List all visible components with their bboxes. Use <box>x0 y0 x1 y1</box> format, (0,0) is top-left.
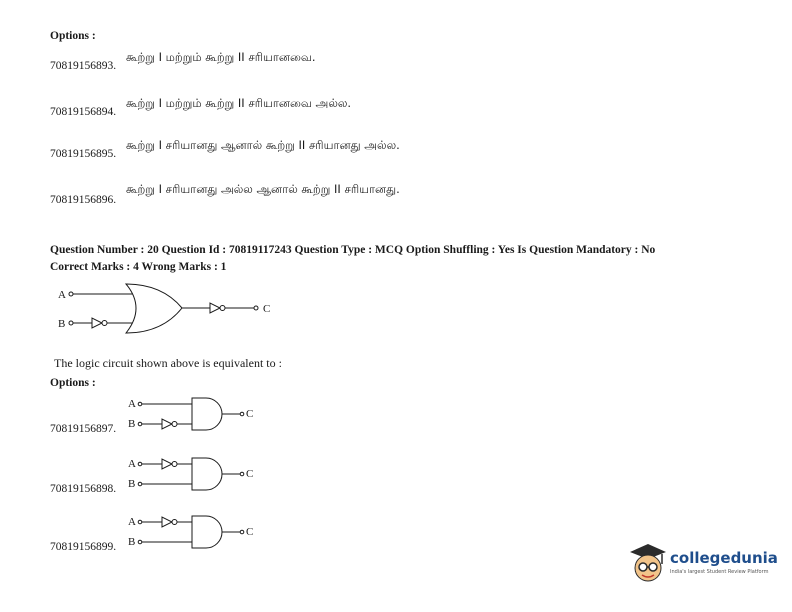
options-header: Options : <box>50 30 96 42</box>
input-b-terminal <box>69 321 73 325</box>
option-id: 70819156895. <box>50 148 117 160</box>
svg-text:A: A <box>128 516 136 528</box>
option-text: கூற்று I மற்றும் கூற்று II சரியானவை. <box>126 50 316 64</box>
graduate-mascot-icon <box>628 542 668 586</box>
option-id: 70819156897. <box>50 423 117 435</box>
not-gate-output <box>210 303 220 313</box>
svg-text:B: B <box>128 418 136 430</box>
not-gate-b <box>92 318 102 328</box>
or-gate <box>126 284 182 333</box>
and-gate <box>192 398 222 430</box>
option-id: 70819156893. <box>50 60 117 72</box>
options-header: Options : <box>50 377 96 389</box>
question-meta-line1: Question Number : 20 Question Id : 70819117243 Question Type : MCQ Option Shuffling : Yes Is Question Mandatory : No <box>50 244 656 256</box>
and-gate <box>192 516 222 548</box>
svg-text:A: A <box>128 398 136 410</box>
svg-text:A: A <box>128 458 136 470</box>
logo-tagline: India's largest Student Review Platform <box>670 569 769 575</box>
option-text: கூற்று I மற்றும் கூற்று II சரியானவை அல்ல. <box>126 96 352 110</box>
option-circuit <box>124 511 274 553</box>
collegedunia-logo <box>628 540 778 588</box>
logo-name: collegedunia <box>670 549 778 567</box>
option-circuit <box>124 393 274 435</box>
option-text: கூற்று I சரியானது அல்ல ஆனால் கூற்று II சரியானது. <box>126 182 400 196</box>
option-text: கூற்று I சரியானது ஆனால் கூற்று II சரியானது அல்ல. <box>126 138 400 152</box>
output-c-terminal <box>254 306 258 310</box>
and-gate <box>192 458 222 490</box>
svg-text:C: C <box>246 468 254 480</box>
svg-text:B: B <box>128 536 136 548</box>
option-id: 70819156898. <box>50 483 117 495</box>
option-item[interactable] <box>50 453 290 503</box>
svg-text:C: C <box>246 408 254 420</box>
question-text: The logic circuit shown above is equivalent to : <box>54 356 282 370</box>
label-b: B <box>58 318 66 330</box>
option-item[interactable] <box>50 511 290 561</box>
svg-text:B: B <box>128 478 136 490</box>
option-item[interactable] <box>50 393 290 443</box>
option-id: 70819156894. <box>50 106 117 118</box>
option-id: 70819156899. <box>50 541 117 553</box>
question-meta-line2: Correct Marks : 4 Wrong Marks : 1 <box>50 261 227 273</box>
label-a: A <box>58 289 66 301</box>
label-c: C <box>263 303 271 315</box>
svg-text:C: C <box>246 526 254 538</box>
option-circuit <box>124 453 274 495</box>
option-id: 70819156896. <box>50 194 117 206</box>
input-a-terminal <box>69 292 73 296</box>
main-logic-circuit <box>50 276 310 342</box>
